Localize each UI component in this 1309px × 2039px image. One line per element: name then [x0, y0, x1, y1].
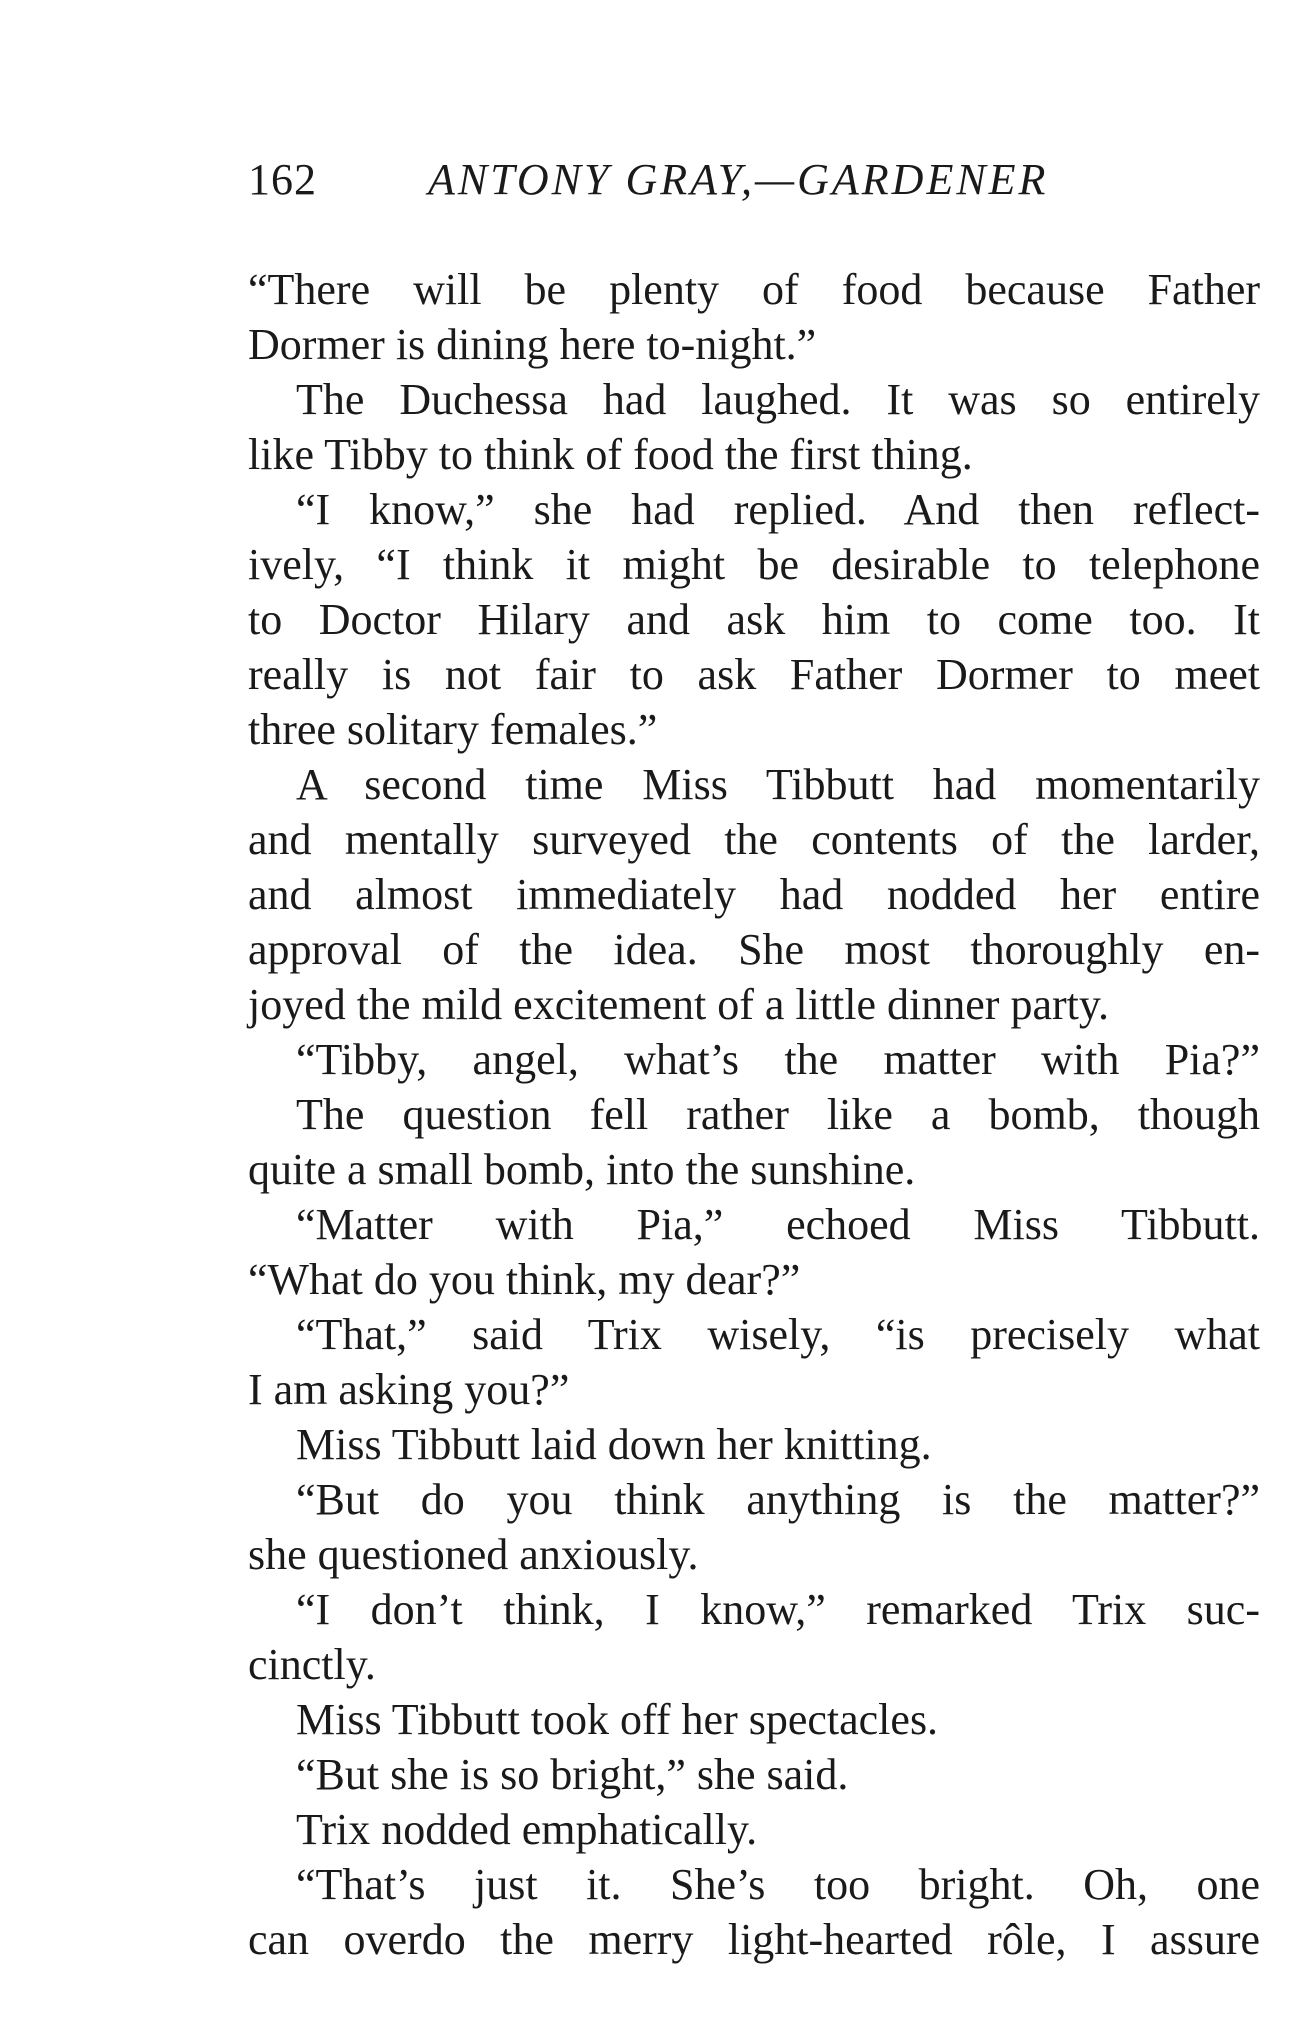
text-line: “There will be plenty of food because Father — [248, 265, 1260, 314]
text-line: The question fell rather like a bomb, though — [296, 1090, 1260, 1139]
text-line: Trix nodded emphatically. — [296, 1805, 758, 1854]
text-line: and mentally surveyed the contents of the larder, — [248, 815, 1260, 864]
text-line: “I know,” she had replied. And then reflect- — [296, 485, 1260, 534]
text-line: quite a small bomb, into the sunshine. — [248, 1145, 916, 1194]
text-line: to Doctor Hilary and ask him to come too. It — [248, 595, 1260, 644]
text-line: I am asking you?” — [248, 1365, 570, 1414]
text-line: cinctly. — [248, 1640, 376, 1689]
text-line: can overdo the merry light-hearted rôle, I assure — [248, 1915, 1260, 1964]
text-line: “I don’t think, I know,” remarked Trix suc- — [296, 1585, 1260, 1634]
body-text — [248, 262, 1260, 1967]
text-line: A second time Miss Tibbutt had momentarily — [296, 760, 1260, 809]
text-line: like Tibby to think of food the first thing. — [248, 430, 973, 479]
text-line: ively, “I think it might be desirable to telephone — [248, 540, 1260, 589]
text-line: “Matter with Pia,” echoed Miss Tibbutt. — [296, 1200, 1260, 1249]
text-line: Miss Tibbutt laid down her knitting. — [296, 1420, 932, 1469]
running-head — [248, 150, 1258, 210]
text-line: Miss Tibbutt took off her spectacles. — [296, 1695, 939, 1744]
text-line: “What do you think, my dear?” — [248, 1255, 801, 1304]
text-line: “Tibby, angel, what’s the matter with Pia?” — [296, 1035, 1260, 1084]
text-line: The Duchessa had laughed. It was so entirely — [296, 375, 1260, 424]
text-line: “That,” said Trix wisely, “is precisely what — [296, 1310, 1260, 1359]
text-line: and almost immediately had nodded her entire — [248, 870, 1260, 919]
text-line: three solitary females.” — [248, 705, 658, 754]
text-line: “But do you think anything is the matter?” — [296, 1475, 1260, 1524]
running-title: ANTONY GRAY,—GARDENER — [428, 155, 1049, 204]
text-line: joyed the mild excitement of a little dinner party. — [248, 980, 1109, 1029]
text-line: Dormer is dining here to-night.” — [248, 320, 817, 369]
page-number: 162 — [248, 155, 317, 204]
text-line: really is not fair to ask Father Dormer to meet — [248, 650, 1260, 699]
text-line: she questioned anxiously. — [248, 1530, 699, 1579]
text-line: approval of the idea. She most thoroughly en- — [248, 925, 1260, 974]
text-line: “That’s just it. She’s too bright. Oh, one — [296, 1860, 1260, 1909]
text-line: “But she is so bright,” she said. — [296, 1750, 849, 1799]
